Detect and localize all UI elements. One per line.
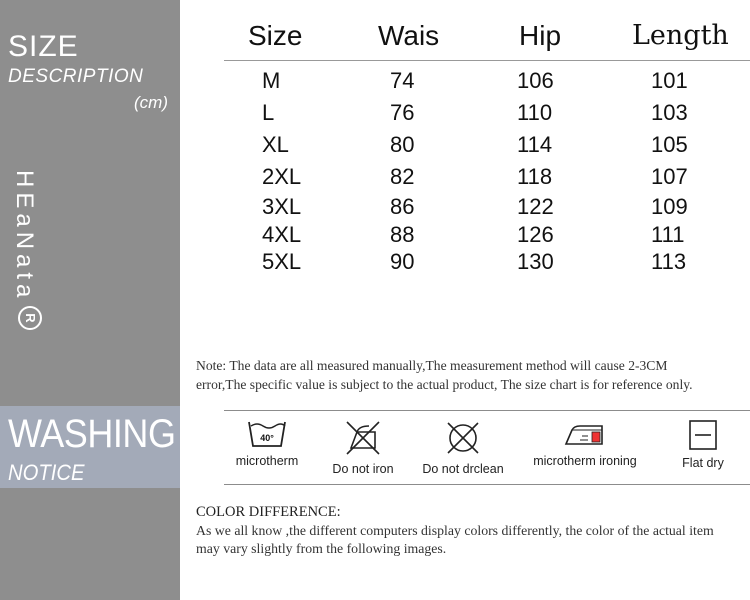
cell-hip: 130	[517, 249, 554, 274]
cell-length: 113	[651, 249, 687, 274]
header-hip: Hip	[519, 20, 562, 51]
note-line-2: error,The specific value is subject to the actual product, The size chart is for reference only.	[196, 376, 693, 392]
registered-mark-icon: R	[18, 306, 42, 330]
cell-length: 109	[651, 194, 688, 219]
cell-length: 101	[651, 68, 688, 93]
flat-dry-icon	[687, 418, 719, 452]
cell-size: 5XL	[262, 249, 302, 274]
washing-top-divider	[224, 410, 750, 411]
note-line-1: Note: The data are all measured manually,The measurement method will cause 2-3CM	[196, 358, 668, 373]
cell-waist: 86	[390, 194, 415, 219]
cell-hip: 122	[517, 194, 554, 219]
header-waist: Wais	[378, 20, 440, 51]
wash-label-do-not-dryclean: Do not drclean	[422, 462, 504, 476]
table-header-divider	[224, 60, 750, 61]
do-not-dryclean-icon	[443, 418, 483, 458]
wash-item-microtherm	[230, 418, 304, 468]
cell-length: 111	[651, 222, 685, 247]
wash-item-flat-dry	[668, 418, 738, 470]
cell-size: M	[262, 68, 281, 93]
cell-size: 3XL	[262, 194, 302, 219]
cell-size: XL	[262, 132, 289, 157]
cell-hip: 110	[517, 100, 553, 125]
wash-40-icon	[247, 418, 287, 450]
cell-waist: 76	[390, 100, 415, 125]
washing-title: WASHING	[8, 412, 176, 456]
wash-temp-label: 40°	[260, 433, 274, 443]
size-unit: (cm)	[134, 93, 168, 112]
wash-item-microtherm-ironing	[526, 418, 644, 468]
cell-hip: 126	[517, 222, 554, 247]
cell-hip: 114	[517, 132, 553, 157]
do-not-iron-icon	[343, 418, 383, 458]
wash-item-do-not-dryclean	[416, 418, 510, 476]
cell-waist: 74	[390, 68, 415, 93]
cell-size: 2XL	[262, 164, 302, 189]
washing-subtitle: NOTICE	[8, 460, 85, 485]
wash-label-microtherm-ironing: microtherm ironing	[533, 454, 637, 468]
cell-waist: 82	[390, 164, 415, 189]
wash-item-do-not-iron	[326, 418, 400, 476]
brand-name: HEaNata	[11, 170, 38, 303]
cell-waist: 88	[390, 222, 415, 247]
header-size: Size	[248, 20, 303, 51]
size-title: SIZE	[8, 30, 79, 63]
wash-label-microtherm: microtherm	[235, 454, 299, 468]
cell-size: 4XL	[262, 222, 302, 247]
size-description: DESCRIPTION	[8, 66, 144, 87]
cell-length: 105	[651, 132, 688, 157]
wash-label-do-not-iron: Do not iron	[332, 462, 394, 476]
color-difference-text	[196, 522, 750, 558]
cell-hip: 118	[517, 164, 553, 189]
cell-waist: 80	[390, 132, 415, 157]
cell-hip: 106	[517, 68, 554, 93]
measurement-note	[196, 357, 750, 394]
cell-length: 103	[651, 100, 688, 125]
cell-size: L	[262, 100, 275, 125]
color-difference-line-1: As we all know ,the different computers display colors differently, the color of the actual item	[196, 523, 714, 538]
iron-icon	[562, 418, 608, 450]
sidebar	[0, 0, 180, 600]
header-length: Length	[632, 20, 729, 51]
color-difference-title: COLOR DIFFERENCE:	[196, 504, 341, 520]
color-difference-line-2: may vary slightly from the following images.	[196, 541, 447, 556]
cell-length: 107	[651, 164, 688, 189]
wash-label-flat-dry: Flat dry	[682, 456, 724, 470]
washing-bottom-divider	[224, 484, 750, 485]
washing-notice-panel	[0, 406, 180, 488]
cell-waist: 90	[390, 249, 415, 274]
